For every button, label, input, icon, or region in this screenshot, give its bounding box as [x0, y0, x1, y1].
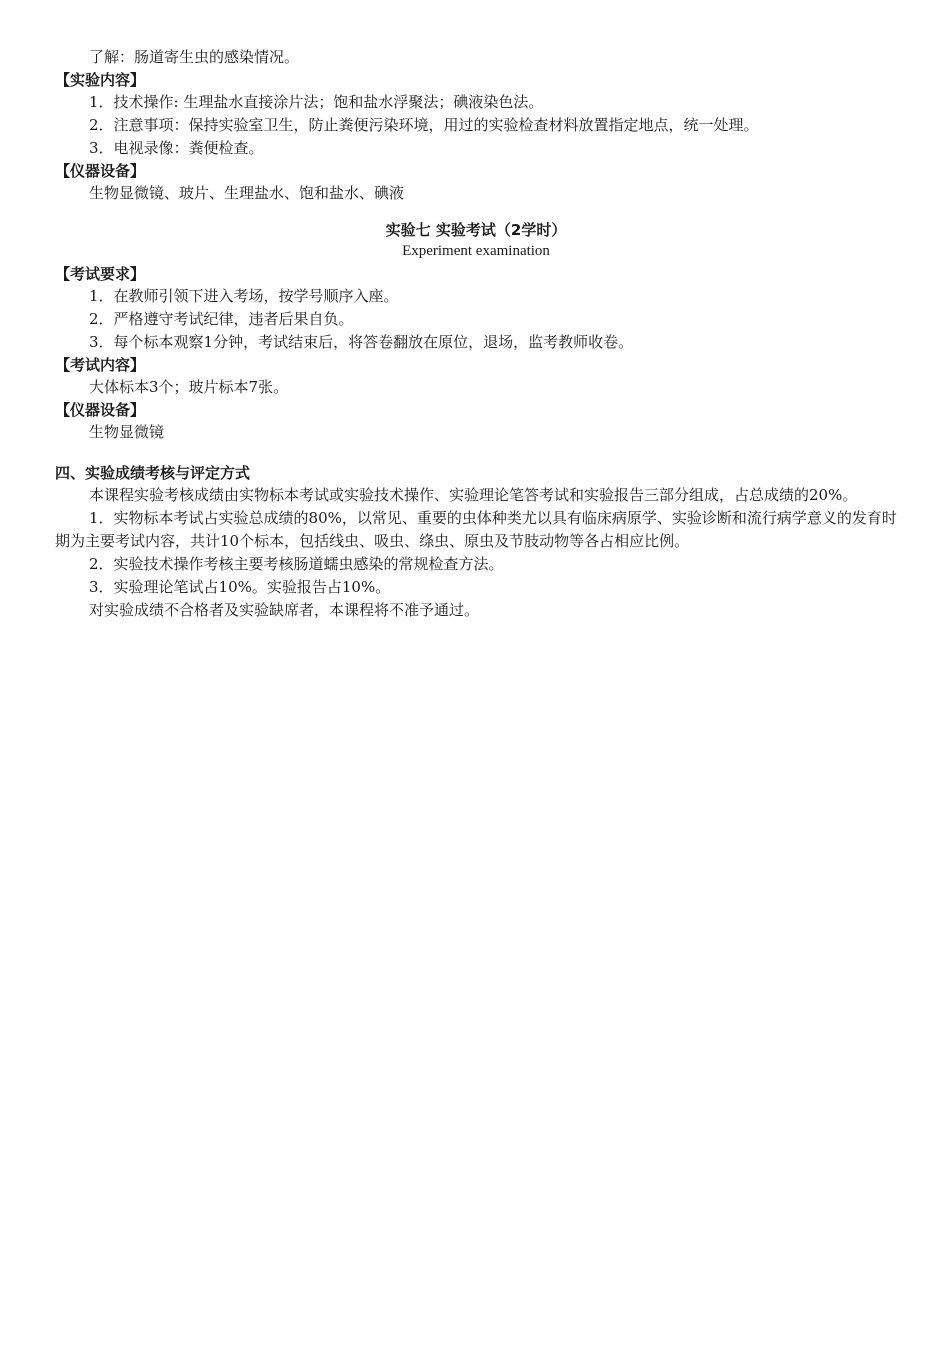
assessment-intro: 本课程实验考核成绩由实物标本考试或实验技术操作、实验理论笔答考试和实验报告三部分组成，占总成绩的20%。: [89, 486, 858, 504]
assessment-item-3: 3．实验理论笔试占10%。实验报告占10%。: [89, 578, 391, 596]
lab-content-item-2: 2．注意事项：保持实验室卫生，防止粪便污染环境，用过的实验检查材料放置指定地点，统一处理。: [89, 116, 759, 134]
assessment-item-1: 1．实物标本考试占实验总成绩的80%，以常见、重要的虫体种类尤以具有临床病原学、实验诊断和流行病学意义的发育时期为主要考试内容，共计10个标本，包括线虫、吸虫、绦虫、原虫及节肢动物等各占相应比例。: [55, 509, 897, 550]
exam-requirements-heading: 【考试要求】: [55, 265, 146, 283]
assessment-closing: 对实验成绩不合格者及实验缺席者，本课程将不准予通过。: [89, 601, 480, 619]
lab-content-item-1: 1．技术操作: 生理盐水直接涂片法；饱和盐水浮聚法；碘液染色法。: [89, 93, 544, 111]
equipment-text-2: 生物显微镜: [89, 423, 165, 441]
exam-requirement-2: 2．严格遵守考试纪律，违者后果自负。: [89, 310, 354, 328]
intro-line: 了解：肠道寄生虫的感染情况。: [89, 48, 300, 66]
experiment7-title: 实验七 实验考试（2学时）: [385, 221, 567, 239]
exam-requirement-3: 3．每个标本观察1分钟，考试结束后，将答卷翻放在原位，退场，监考教师收卷。: [89, 333, 634, 351]
exam-content-text: 大体标本3个；玻片标本7张。: [89, 378, 289, 396]
assessment-section-title: 四、实验成绩考核与评定方式: [55, 464, 251, 482]
experiment7-subtitle: Experiment examination: [402, 243, 550, 259]
exam-content-heading: 【考试内容】: [55, 356, 146, 374]
lab-content-item-3: 3．电视录像：粪便检查。: [89, 139, 264, 157]
lab-content-heading: 【实验内容】: [55, 71, 146, 89]
assessment-item-2: 2．实验技术操作考核主要考核肠道蠕虫感染的常规检查方法。: [89, 555, 504, 573]
exam-requirement-1: 1．在教师引领下进入考场，按学号顺序入座。: [89, 287, 399, 305]
document-page: [55, 46, 897, 622]
equipment-heading-1: 【仪器设备】: [55, 162, 146, 180]
equipment-text-1: 生物显微镜、玻片、生理盐水、饱和盐水、碘液: [89, 184, 405, 202]
equipment-heading-2: 【仪器设备】: [55, 401, 146, 419]
